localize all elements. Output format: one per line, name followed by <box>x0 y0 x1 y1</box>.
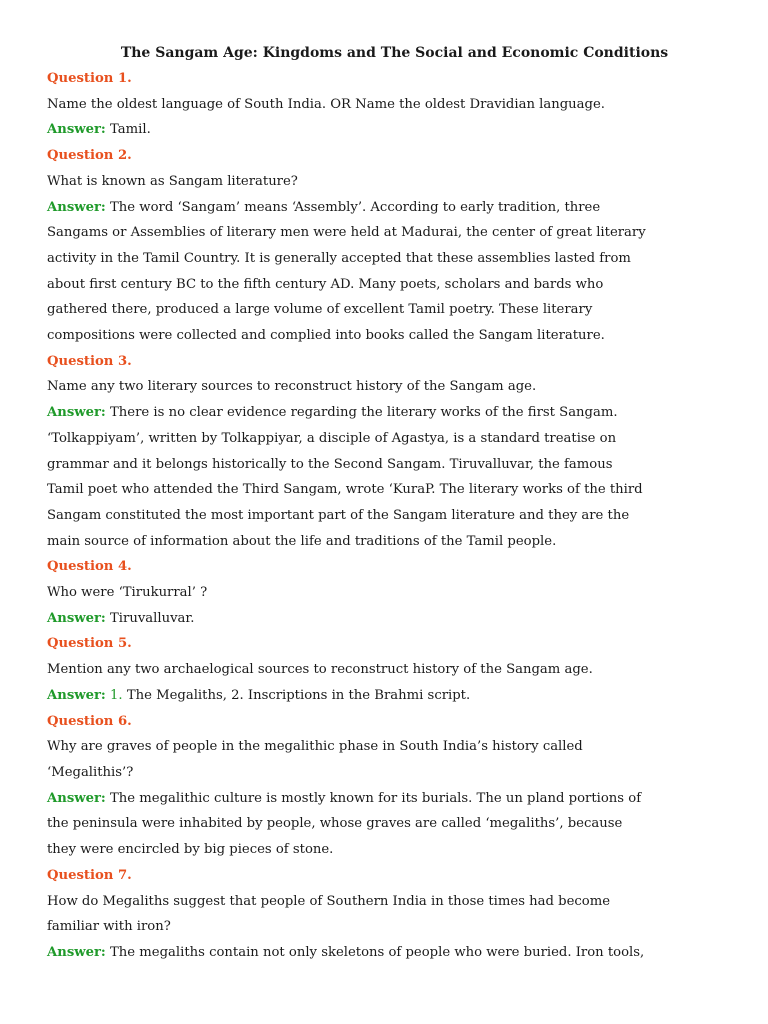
answer-label: Answer: <box>47 122 106 138</box>
answer-text: about first century BC to the fifth century AD. Many poets, scholars and bards who <box>47 276 604 292</box>
answer-line <box>47 400 728 426</box>
answer-text: the peninsula were inhabited by people, whose graves are called ‘megaliths’, because <box>47 816 623 832</box>
answer-text: Tamil poet who attended the Third Sangam, wrote ‘KuraP. The literary works of the third <box>47 482 643 498</box>
answer-text: The Megaliths, 2. Inscriptions in the Brahmi script. <box>126 687 471 703</box>
qa-block-7 <box>47 863 728 966</box>
qa-block-3 <box>47 349 728 555</box>
question-text-line: What is known as Sangam literature? <box>47 173 298 189</box>
qa-block-6 <box>47 709 728 863</box>
answer-line <box>47 272 728 298</box>
answer-label: Answer: <box>47 405 106 421</box>
answer-line <box>47 683 728 709</box>
question-text-line: Mention any two archaelogical sources to reconstruct history of the Sangam age. <box>47 662 593 678</box>
answer-text: compositions were collected and complied into books called the Sangam literature. <box>47 328 605 344</box>
question-label: Question 2. <box>47 148 132 164</box>
question-label: Question 7. <box>47 867 132 883</box>
answer-text: they were encircled by big pieces of stone. <box>47 842 334 858</box>
answer-label: Answer: <box>47 610 106 626</box>
answer-line <box>47 323 728 349</box>
answer-line <box>47 811 728 837</box>
answer-line <box>47 940 728 966</box>
answer-line <box>47 529 728 555</box>
answer-text: ‘Tolkappiyam’, written by Tolkappiyar, a disciple of Agastya, is a standard treatise on <box>47 430 617 446</box>
question-label: Question 6. <box>47 713 132 729</box>
question-text-line: Name any two literary sources to reconstruct history of the Sangam age. <box>47 379 537 395</box>
answer-text: Tamil. <box>110 122 151 138</box>
question-text-line: familiar with iron? <box>47 919 171 935</box>
answer-text: Sangam constituted the most important part of the Sangam literature and they are the <box>47 507 630 523</box>
answer-line <box>47 477 728 503</box>
qa-block-4 <box>47 554 728 631</box>
answer-number: 1. <box>110 687 123 703</box>
question-label: Question 5. <box>47 636 132 652</box>
question-text-line: Why are graves of people in the megalithic phase in South India’s history called <box>47 739 583 755</box>
qa-block-5 <box>47 631 728 708</box>
answer-line <box>47 220 728 246</box>
answer-text: main source of information about the life and traditions of the Tamil people. <box>47 533 557 549</box>
answer-text: Tiruvalluvar. <box>110 610 195 626</box>
answer-label: Answer: <box>47 687 106 703</box>
answer-text: The megaliths contain not only skeletons of people who were buried. Iron tools, <box>110 944 645 960</box>
answer-line <box>47 297 728 323</box>
answer-label: Answer: <box>47 790 106 806</box>
question-text-line: ‘Megalithis’? <box>47 764 134 780</box>
document-title: The Sangam Age: Kingdoms and The Social and Economic Conditions <box>120 45 669 61</box>
question-text-line: Who were ‘Tirukurral’ ? <box>47 585 208 601</box>
answer-line <box>47 837 728 863</box>
question-text-line: Name the oldest language of South India. OR Name the oldest Dravidian language. <box>47 96 605 112</box>
answer-text: activity in the Tamil Country. It is generally accepted that these assemblies lasted from <box>47 250 631 266</box>
answer-line <box>47 786 728 812</box>
qa-block-2 <box>47 143 728 349</box>
answer-text: There is no clear evidence regarding the literary works of the first Sangam. <box>110 405 618 421</box>
answer-line <box>47 195 728 221</box>
answer-text: grammar and it belongs historically to the Second Sangam. Tiruvalluvar, the famous <box>47 456 613 472</box>
answer-line <box>47 426 728 452</box>
answer-line <box>47 246 728 272</box>
answer-line <box>47 117 728 143</box>
question-label: Question 3. <box>47 353 132 369</box>
answer-text: Sangams or Assemblies of literary men were held at Madurai, the center of great literary <box>47 225 646 241</box>
answer-line <box>47 503 728 529</box>
answer-label: Answer: <box>47 199 106 215</box>
answer-label: Answer: <box>47 944 106 960</box>
answer-line <box>47 606 728 632</box>
answer-line <box>47 452 728 478</box>
qa-block-1 <box>47 66 728 143</box>
answer-text: The megalithic culture is mostly known for its burials. The un pland portions of <box>110 790 642 806</box>
answer-text: gathered there, produced a large volume of excellent Tamil poetry. These literary <box>47 302 593 318</box>
question-label: Question 4. <box>47 559 132 575</box>
question-label: Question 1. <box>47 71 132 86</box>
document-body <box>47 66 728 966</box>
answer-text: The word ‘Sangam’ means ‘Assembly’. According to early tradition, three <box>110 199 601 215</box>
question-text-line: How do Megaliths suggest that people of Southern India in those times had become <box>47 893 611 909</box>
